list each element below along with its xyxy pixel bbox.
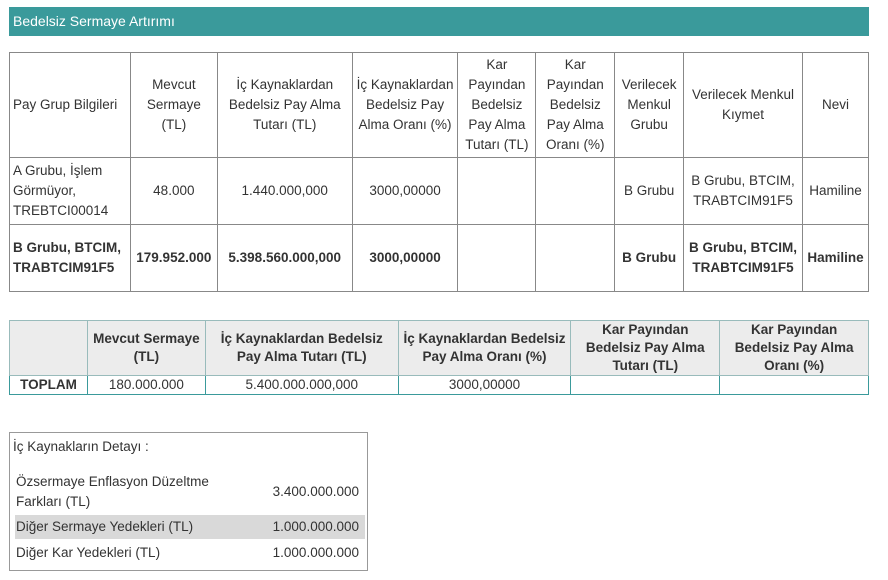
table-cell: B Grubu [615, 158, 684, 225]
column-header: Kar Payından Bedelsiz Pay Alma Oranı (%) [720, 321, 869, 376]
total-table [9, 320, 869, 395]
column-header: Nevi [802, 53, 868, 158]
table-cell: 5.400.000.000,000 [205, 376, 398, 395]
internal-resources-details [9, 432, 368, 571]
detail-row [15, 515, 365, 539]
details-title: İç Kaynakların Detayı : [13, 439, 149, 454]
total-label: TOPLAM [10, 376, 88, 395]
table-cell: B Grubu, BTCIM, TRABTCIM91F5 [10, 225, 131, 292]
table-cell: 5.398.560.000,000 [217, 225, 352, 292]
table-cell: 179.952.000 [130, 225, 217, 292]
column-header: İç Kaynaklardan Bedelsiz Pay Alma Oranı (%) [352, 53, 458, 158]
column-header: İç Kaynaklardan Bedelsiz Pay Alma Oranı (%) [398, 321, 571, 376]
table-cell: B Grubu, BTCIM, TRABTCIM91F5 [684, 158, 803, 225]
table-cell [571, 376, 720, 395]
table-row [10, 158, 869, 225]
column-header: İç Kaynaklardan Bedelsiz Pay Alma Tutarı (TL) [205, 321, 398, 376]
total-row [10, 376, 869, 395]
column-header: Kar Payından Bedelsiz Pay Alma Oranı (%) [536, 53, 615, 158]
table-cell: A Grubu, İşlem Görmüyor, TREBTCI00014 [10, 158, 131, 225]
column-header: Verilecek Menkul Kıymet [684, 53, 803, 158]
table-cell: 1.440.000,000 [217, 158, 352, 225]
detail-row [15, 541, 365, 565]
column-header: Verilecek Menkul Grubu [615, 53, 684, 158]
table-cell: Hamiline [802, 158, 868, 225]
column-header: Kar Payından Bedelsiz Pay Alma Tutarı (TL) [571, 321, 720, 376]
table-cell: 48.000 [130, 158, 217, 225]
table-cell [536, 158, 615, 225]
table-cell: B Grubu, BTCIM, TRABTCIM91F5 [684, 225, 803, 292]
detail-row [15, 471, 365, 513]
table-cell [720, 376, 869, 395]
detail-value: 1.000.000.000 [272, 545, 359, 560]
table-cell: 3000,00000 [352, 158, 458, 225]
detail-value: 1.000.000.000 [272, 519, 359, 534]
table-cell [536, 225, 615, 292]
detail-label: Diğer Kar Yedekleri (TL) [16, 545, 161, 560]
column-header: İç Kaynaklardan Bedelsiz Pay Alma Tutarı (TL) [217, 53, 352, 158]
column-header: Kar Payından Bedelsiz Pay Alma Tutarı (TL) [458, 53, 536, 158]
table-cell [458, 158, 536, 225]
column-header: Mevcut Sermaye (TL) [130, 53, 217, 158]
section-title: Bedelsiz Sermaye Artırımı [9, 7, 869, 36]
column-header [10, 321, 88, 376]
table-cell: B Grubu [615, 225, 684, 292]
table-cell: 3000,00000 [352, 225, 458, 292]
capital-increase-table [9, 52, 869, 292]
column-header: Pay Grup Bilgileri [10, 53, 131, 158]
table-row [10, 225, 869, 292]
detail-value: 3.400.000.000 [272, 484, 359, 499]
table-cell [458, 225, 536, 292]
table-header-row [10, 321, 869, 376]
detail-label: Diğer Sermaye Yedekleri (TL) [16, 519, 194, 534]
detail-label: Özsermaye Enflasyon Düzeltme Farkları (TL) [16, 474, 209, 509]
table-cell: Hamiline [802, 225, 868, 292]
column-header: Mevcut Sermaye (TL) [87, 321, 205, 376]
table-cell: 180.000.000 [87, 376, 205, 395]
table-cell: 3000,00000 [398, 376, 571, 395]
table-header-row [10, 53, 869, 158]
